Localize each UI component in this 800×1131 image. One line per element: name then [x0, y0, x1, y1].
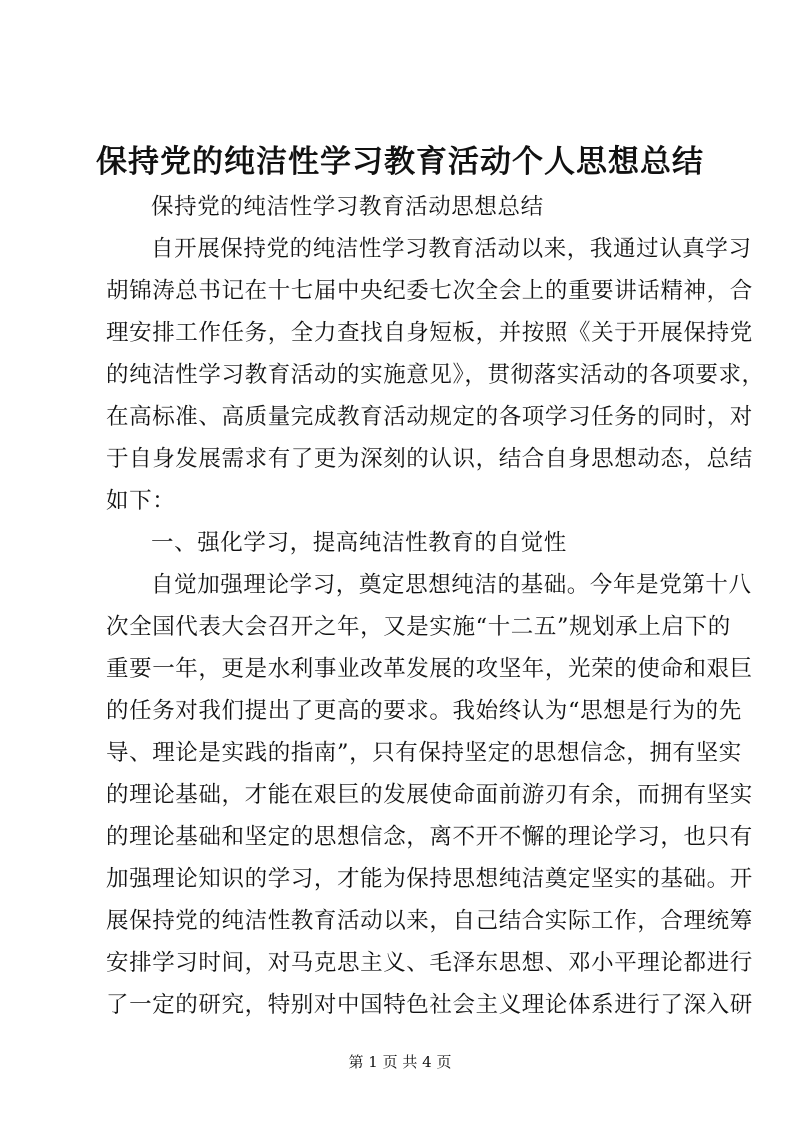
paragraph-line: 胡锦涛总书记在十七届中央纪委七次全会上的重要讲话精神，合: [106, 278, 753, 304]
paragraph-line: 安排学习时间，对马克思主义、毛泽东思想、邓小平理论都进行: [106, 950, 753, 976]
section-heading: 一、强化学习，提高纯洁性教育的自觉性: [151, 530, 567, 556]
paragraph-line: 的理论基础，才能在艰巨的发展使命面前游刃有余，而拥有坚实: [106, 782, 753, 808]
paragraph-line: 在高标准、高质量完成教育活动规定的各项学习任务的同时，对: [106, 404, 753, 430]
paragraph-line: 自觉加强理论学习，奠定思想纯洁的基础。今年是党第十八: [151, 572, 752, 598]
paragraph-line: 如下：: [106, 488, 176, 514]
paragraph-line: 了一定的研究，特别对中国特色社会主义理论体系进行了深入研: [106, 992, 753, 1018]
paragraph-line: 的理论基础和坚定的思想信念，离不开不懈的理论学习，也只有: [106, 824, 753, 850]
document-title: 保持党的纯洁性学习教育活动个人思想总结: [96, 144, 704, 180]
paragraph-line: 重要一年，更是水利事业改革发展的攻坚年，光荣的使命和艰巨: [106, 656, 753, 682]
page-number-footer: 第 1 页 共 4 页: [348, 1053, 452, 1071]
paragraph-line: 理安排工作任务，全力查找自身短板，并按照《关于开展保持党: [106, 320, 753, 346]
subtitle-line: 保持党的纯洁性学习教育活动思想总结: [151, 194, 544, 220]
paragraph-line: 加强理论知识的学习，才能为保持思想纯洁奠定坚实的基础。开: [106, 866, 753, 892]
paragraph-line: 自开展保持党的纯洁性学习教育活动以来，我通过认真学习: [151, 236, 752, 262]
paragraph-line: 展保持党的纯洁性教育活动以来，自己结合实际工作，合理统筹: [106, 908, 753, 934]
paragraph-line: 的纯洁性学习教育活动的实施意见》，贯彻落实活动的各项要求，: [106, 362, 765, 388]
paragraph-line: 于自身发展需求有了更为深刻的认识，结合自身思想动态，总结: [106, 446, 753, 472]
paragraph-line: 次全国代表大会召开之年，又是实施“十二五”规划承上启下的: [106, 614, 731, 640]
paragraph-line: 的任务对我们提出了更高的要求。我始终认为“思想是行为的先: [106, 698, 742, 724]
paragraph-line: 导、理论是实践的指南”，只有保持坚定的思想信念，拥有坚实: [106, 740, 742, 766]
